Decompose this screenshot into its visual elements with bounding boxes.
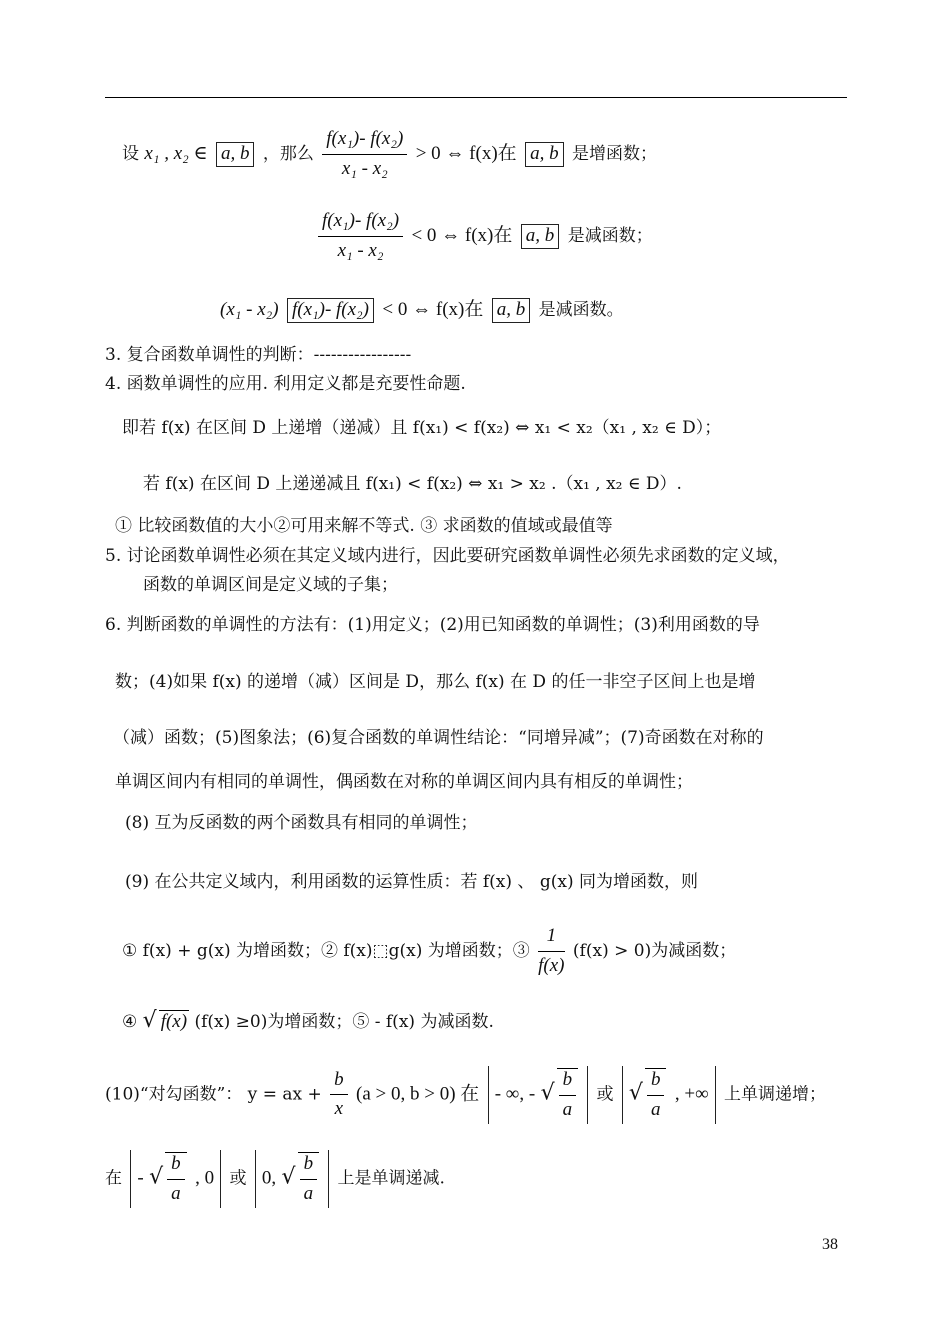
item-6-line-c: （减）函数；(5)图象法；(6)复合函数的单调性结论：“同增异减”；(7)奇函数在对称的 [113, 728, 764, 748]
definition-increasing [122, 128, 657, 181]
frac-numerator: f(x₁)- f(x₂) [318, 210, 403, 237]
frac-denominator: a [562, 1098, 573, 1120]
text: ④ [122, 1012, 138, 1032]
sqrt-b-over-a [645, 1068, 667, 1122]
difference-quotient [318, 210, 403, 263]
sqrt-b-over-a [298, 1152, 320, 1206]
item-4-line-c: ① 比较函数值的大小②可用来解不等式. ③ 求函数的值域或最值等 [115, 516, 613, 536]
text: - [137, 1167, 144, 1189]
page-number: 38 [822, 1236, 838, 1253]
text: , +∞ [674, 1083, 709, 1105]
item-5-line-b: 函数的单调区间是定义域的子集； [143, 575, 398, 595]
frac-numerator: b [559, 1069, 577, 1096]
interval-left [130, 1150, 221, 1208]
text: ① f(x) + g(x) 为增函数；② f(x)⬚g(x) 为增函数；③ [122, 940, 530, 961]
frac-denominator: x₁ - x₂ [337, 239, 384, 261]
interval-left [488, 1066, 588, 1124]
interval-right [255, 1150, 329, 1208]
text: 设 [122, 143, 139, 164]
item-10 [105, 1066, 826, 1124]
text: (10)“对勾函数”： y = ax + [105, 1084, 322, 1105]
frac-numerator: b [647, 1069, 665, 1096]
item-6-line-a: 6. 判断函数的单调性的方法有：(1)用定义；(2)用已知函数的单调性；(3)利用函数的导 [105, 615, 760, 635]
sqrt-b-over-a [557, 1068, 579, 1122]
reciprocal-fraction [538, 925, 564, 978]
frac-denominator: a [650, 1098, 661, 1120]
text: 0, [261, 1167, 277, 1189]
item-4-line-b: 若 f(x) 在区间 D 上递递减且 f(x₁) < f(x₂) ⇔ x₁ > x₂ .（x₁ , x₂ ∈ D）. [143, 474, 682, 494]
item-3: 3. 复合函数单调性的判断：----------------- [105, 345, 412, 365]
sqrt-sign: √ [149, 1164, 164, 1190]
frac-numerator: b [330, 1069, 348, 1096]
frac-denominator: x₁ - x₂ [341, 157, 388, 179]
sqrt-sign: √ [142, 1008, 157, 1033]
math-product: (x₁ - x₂) [220, 299, 279, 320]
text: 或 [596, 1084, 614, 1105]
text: (f(x) > 0)为减函数； [572, 940, 737, 961]
item-4-line-a: 即若 f(x) 在区间 D 上递增（递减）且 f(x₁) < f(x₂) ⇔ x₁ < x₂（x₁ , x₂ ∈ D）； [122, 418, 722, 438]
text: 是减函数。 [538, 300, 624, 320]
condition: > 0 ⇔ f(x)在 [415, 142, 517, 164]
condition: < 0 ⇔ f(x)在 [411, 224, 513, 246]
item-6-line-b: 数；(4)如果 f(x) 的递增（减）区间是 D，那么 f(x) 在 D 的任一非空子区间上也是增 [115, 672, 756, 692]
definition-decreasing [315, 210, 653, 263]
text: ，那么 [262, 143, 314, 164]
interval-ab: a, b [216, 142, 255, 167]
item-10-decreasing [105, 1150, 445, 1208]
item-4: 4. 函数单调性的应用. 利用定义都是充要性命题. [105, 374, 466, 394]
interval-ab: a, b [492, 298, 531, 323]
text: (f(x) ≥0)为增函数；⑤ - f(x) 为减函数. [194, 1012, 494, 1032]
text: , 0 [195, 1167, 215, 1189]
interval-ab: a, b [525, 142, 564, 167]
item-6-line-f: (9) 在公共定义域内，利用函数的运算性质：若 f(x) 、 g(x) 同为增函数，则 [125, 872, 698, 892]
item-6-line-e: (8) 互为反函数的两个函数具有相同的单调性； [125, 813, 478, 833]
interval-right [622, 1066, 716, 1124]
item-6-line-h [122, 1008, 494, 1034]
sqrt-sign: √ [281, 1164, 296, 1190]
frac-numerator: 1 [538, 925, 564, 952]
item-5-line-a: 5. 讨论函数单调性必须在其定义域内进行，因此要研究函数单调性必须先求函数的定义域， [105, 546, 790, 566]
text: 上单调递增； [724, 1084, 827, 1105]
b-over-x [330, 1069, 348, 1122]
frac-denominator: x [334, 1098, 344, 1120]
frac-denominator: a [303, 1182, 314, 1204]
text: 在 [105, 1168, 122, 1189]
text: 是增函数； [571, 143, 657, 164]
sqrt-sign: √ [540, 1080, 555, 1106]
condition: (a > 0, b > 0) 在 [356, 1083, 480, 1105]
sqrt-b-over-a [165, 1152, 187, 1206]
difference-quotient [322, 128, 407, 181]
header-rule [105, 97, 847, 98]
bracket-diff: f(x₁)- f(x₂) [287, 298, 374, 323]
condition: < 0 ⇔ f(x)在 [382, 299, 484, 320]
frac-numerator: b [167, 1153, 185, 1180]
math-vars: x₁ , x₂ ∈ [144, 142, 208, 164]
frac-numerator: b [300, 1153, 318, 1180]
item-6-line-d: 单调区间内有相同的单调性，偶函数在对称的单调区间内具有相反的单调性； [115, 772, 693, 792]
interval-ab: a, b [521, 224, 560, 249]
radicand: f(x) [160, 1011, 188, 1032]
text: 是减函数； [567, 225, 653, 246]
product-criterion [220, 298, 624, 323]
sqrt-sign: √ [628, 1080, 643, 1106]
frac-numerator: f(x₁)- f(x₂) [322, 128, 407, 155]
frac-denominator: f(x) [538, 954, 565, 976]
item-6-line-g [122, 925, 736, 978]
text: 上是单调递减. [337, 1168, 445, 1189]
text: - ∞, - [494, 1083, 536, 1105]
frac-denominator: a [171, 1182, 181, 1204]
text: 或 [229, 1168, 247, 1189]
